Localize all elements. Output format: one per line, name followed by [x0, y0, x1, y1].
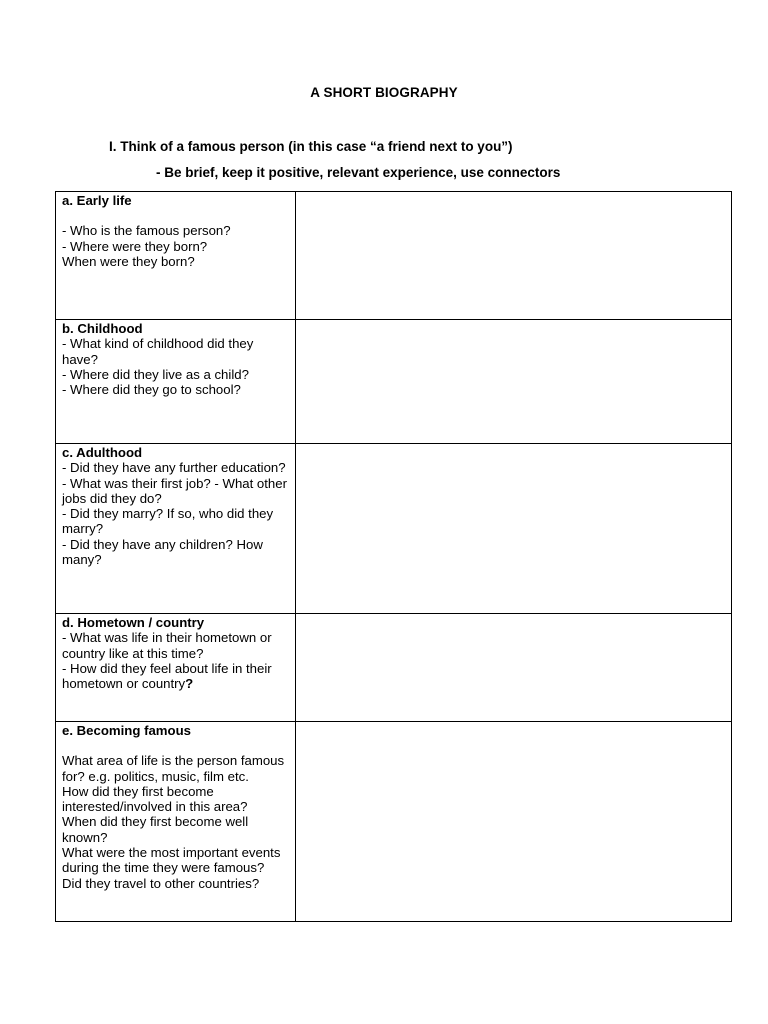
question-text: - Where were they born? [62, 238, 208, 254]
question-text: Did they travel to other countries? [62, 875, 260, 891]
question-text: - Where did they go to school? [62, 382, 241, 398]
question-text: What area of life is the person famous for? e.g. politics, music, film etc. [62, 753, 285, 784]
question-text: When did they first become well known? [62, 814, 249, 845]
question-text: How did they first become interested/involved in this area? [62, 783, 248, 815]
question-mark-bold: ? [185, 676, 194, 692]
prompt-cell [56, 722, 296, 922]
section-heading: a. Early life [62, 193, 132, 208]
table-row-becoming-famous [56, 722, 732, 922]
question-text: When were they born? [62, 253, 195, 269]
biography-table [55, 191, 732, 922]
question-text: - Did they have any children? How many? [62, 536, 263, 568]
question-text [62, 661, 291, 692]
answer-cell[interactable] [296, 444, 732, 614]
section-heading: b. Childhood [62, 321, 143, 336]
section-heading: e. Becoming famous [62, 723, 191, 738]
section-heading: c. Adulthood [62, 445, 143, 460]
question-text: - What was life in their hometown or country like at this time? [62, 630, 272, 661]
section-heading: d. Hometown / country [62, 615, 205, 630]
answer-cell[interactable] [296, 192, 732, 320]
prompt-cell [56, 614, 296, 722]
answer-cell[interactable] [296, 722, 732, 922]
question-text-body: - How did they feel about life in their hometown or country [62, 660, 272, 692]
prompt-cell [56, 320, 296, 444]
prompt-cell [56, 444, 296, 614]
question-text: - What was their first job? - What other jobs did they do? [62, 475, 287, 506]
question-text: - Where did they live as a child? [62, 366, 249, 382]
table-row-adulthood [56, 444, 732, 614]
table-row-early-life [56, 192, 732, 320]
answer-cell[interactable] [296, 614, 732, 722]
answer-cell[interactable] [296, 320, 732, 444]
question-text: - Did they marry? If so, who did they marry? [62, 506, 274, 537]
question-text: - What kind of childhood did they have? [62, 336, 254, 367]
question-text: - Who is the famous person? [62, 223, 231, 239]
prompt-cell [56, 192, 296, 320]
document-title: A SHORT BIOGRAPHY [310, 85, 458, 100]
instruction-main: I. Think of a famous person (in this case “a friend next to you”) [109, 139, 513, 154]
table-row-hometown [56, 614, 732, 722]
instruction-sub: - Be brief, keep it positive, relevant experience, use connectors [156, 165, 561, 180]
question-text: - Did they have any further education? [62, 460, 286, 476]
table-row-childhood [56, 320, 732, 444]
question-text: What were the most important events during the time they were famous? [62, 845, 281, 876]
